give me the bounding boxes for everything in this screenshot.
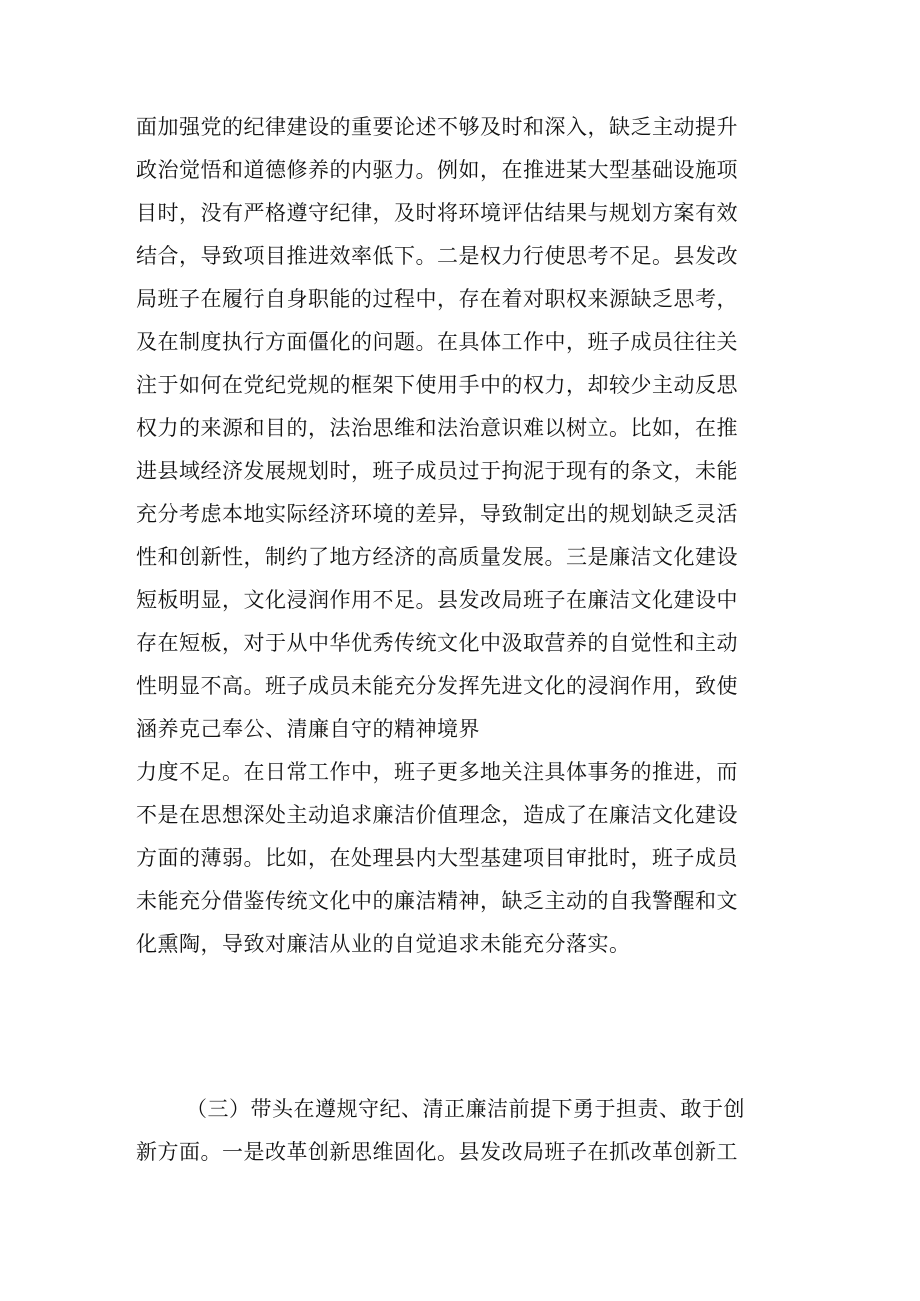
- text-line: 注于如何在党纪党规的框架下使用手中的权力，却较少主动反思: [136, 373, 738, 397]
- section-heading-line: （三）带头在遵规守纪、清正廉洁前提下勇于担责、敢于创: [186, 1097, 745, 1121]
- text-line: 及在制度执行方面僵化的问题。在具体工作中，班子成员往往关: [136, 330, 738, 354]
- text-line: 进县域经济发展规划时，班子成员过于拘泥于现有的条文，未能: [136, 459, 738, 483]
- text-line: 局班子在履行自身职能的过程中，存在着对职权来源缺乏思考，: [136, 287, 738, 311]
- text-line: 涵养克己奉公、清廉自守的精神境界: [136, 717, 480, 741]
- text-line: 未能充分借鉴传统文化中的廉洁精神，缺乏主动的自我警醒和文: [136, 889, 738, 913]
- text-line: 面加强党的纪律建设的重要论述不够及时和深入，缺乏主动提升: [136, 115, 738, 139]
- text-line: 性明显不高。班子成员未能充分发挥先进文化的浸润作用，致使: [136, 674, 738, 698]
- text-line: 存在短板，对于从中华优秀传统文化中汲取营养的自觉性和主动: [136, 631, 738, 655]
- text-line: 化熏陶，导致对廉洁从业的自觉追求未能充分落实。: [136, 932, 631, 956]
- text-line: 力度不足。在日常工作中，班子更多地关注具体事务的推进，而: [136, 760, 738, 784]
- text-line: 权力的来源和目的，法治思维和法治意识难以树立。比如，在推: [136, 416, 738, 440]
- text-line: 结合，导致项目推进效率低下。二是权力行使思考不足。县发改: [136, 244, 738, 268]
- text-line: 政治觉悟和道德修养的内驱力。例如，在推进某大型基础设施项: [136, 158, 738, 182]
- text-line: 短板明显，文化浸润作用不足。县发改局班子在廉洁文化建设中: [136, 588, 738, 612]
- text-line: 新方面。一是改革创新思维固化。县发改局班子在抓改革创新工: [136, 1140, 738, 1164]
- section-paragraph: [136, 1088, 786, 1174]
- text-line: 性和创新性，制约了地方经济的高质量发展。三是廉洁文化建设: [136, 545, 738, 569]
- text-line: 目时，没有严格遵守纪律，及时将环境评估结果与规划方案有效: [136, 201, 738, 225]
- text-line: 充分考虑本地实际经济环境的差异，导致制定出的规划缺乏灵活: [136, 502, 738, 526]
- body-paragraph: [136, 106, 786, 966]
- text-line: 不是在思想深处主动追求廉洁价值理念，造成了在廉洁文化建设: [136, 803, 738, 827]
- text-line: 方面的薄弱。比如，在处理县内大型基建项目审批时，班子成员: [136, 846, 738, 870]
